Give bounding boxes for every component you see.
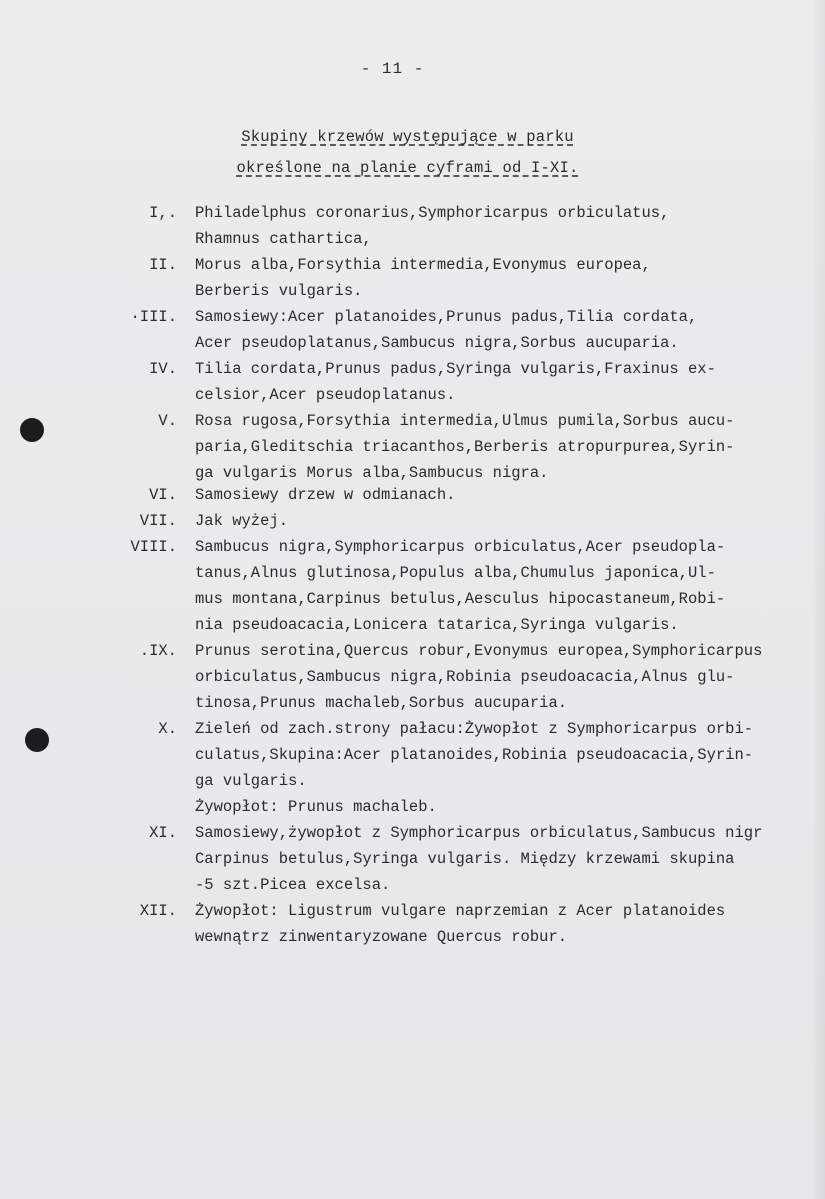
page-number: - 11 -	[360, 60, 425, 78]
entry-text-line: Rosa rugosa,Forsythia intermedia,Ulmus pumila,Sorbus aucu-	[195, 412, 735, 430]
entry-number: XI.	[149, 824, 177, 842]
heading-line-1: Skupiny krzewów występujące w parku	[241, 128, 574, 146]
entry-text-line: wewnątrz zinwentaryzowane Quercus robur.	[195, 928, 568, 946]
entry-text-line: Zieleń od zach.strony pałacu:Żywopłot z Symphoricarpus orbi-	[195, 720, 754, 738]
entry-text-line: ga vulgaris.	[195, 772, 307, 790]
entry-text-line: Philadelphus coronarius,Symphoricarpus orbiculatus,	[195, 204, 670, 222]
entry-text-line: tinosa,Prunus machaleb,Sorbus aucuparia.	[195, 694, 568, 712]
heading-line-2: określone na planie cyframi od I-XI.	[236, 159, 579, 177]
punch-hole-upper	[20, 418, 44, 442]
entry-text-line: Samosiewy drzew w odmianach.	[195, 486, 456, 504]
entry-text-line: Żywopłot: Prunus machaleb.	[195, 798, 437, 816]
entry-number: ·III.	[130, 308, 177, 326]
entry-text-line: Morus alba,Forsythia intermedia,Evonymus europea,	[195, 256, 651, 274]
entry-number: .IX.	[139, 642, 177, 660]
punch-hole-lower	[25, 728, 49, 752]
entry-text-line: Berberis vulgaris.	[195, 282, 363, 300]
entry-number: VIII.	[130, 538, 177, 556]
entry-text-line: Sambucus nigra,Symphoricarpus orbiculatus,Acer pseudopla-	[195, 538, 726, 556]
entry-number: X.	[158, 720, 177, 738]
entry-text-line: Prunus serotina,Quercus robur,Evonymus europea,Symphoricarpus	[195, 642, 763, 660]
entry-text-line: tanus,Alnus glutinosa,Populus alba,Chumulus japonica,Ul-	[195, 564, 716, 582]
entry-text-line: Tilia cordata,Prunus padus,Syringa vulgaris,Fraxinus ex-	[195, 360, 716, 378]
entry-number: VII.	[139, 512, 177, 530]
entry-text-line: Jak wyżej.	[195, 512, 289, 530]
page-edge-shadow	[811, 0, 825, 1199]
entry-text-line: Żywopłot: Ligustrum vulgare naprzemian z Acer platanoides	[195, 902, 726, 920]
entry-text-line: Acer pseudoplatanus,Sambucus nigra,Sorbus aucuparia.	[195, 334, 679, 352]
entry-text-line: celsior,Acer pseudoplatanus.	[195, 386, 456, 404]
entry-text-line: orbiculatus,Sambucus nigra,Robinia pseudoacacia,Alnus glu-	[195, 668, 735, 686]
entry-number: II.	[149, 256, 177, 274]
entry-text-line: Carpinus betulus,Syringa vulgaris. Między krzewami skupina	[195, 850, 735, 868]
entry-text-line: culatus,Skupina:Acer platanoides,Robinia pseudoacacia,Syrin-	[195, 746, 754, 764]
entry-number: VI.	[149, 486, 177, 504]
entry-text-line: Samosiewy,żywopłot z Symphoricarpus orbiculatus,Sambucus nigr	[195, 824, 763, 842]
entry-text-line: nia pseudoacacia,Lonicera tatarica,Syringa vulgaris.	[195, 616, 679, 634]
entry-text-line: ga vulgaris Morus alba,Sambucus nigra.	[195, 464, 549, 482]
entry-number: IV.	[149, 360, 177, 378]
entry-text-line: mus montana,Carpinus betulus,Aesculus hipocastaneum,Robi-	[195, 590, 726, 608]
entry-text-line: Samosiewy:Acer platanoides,Prunus padus,Tilia cordata,	[195, 308, 698, 326]
entry-text-line: paria,Gleditschia triacanthos,Berberis atropurpurea,Syrin-	[195, 438, 735, 456]
entry-text-line: -5 szt.Picea excelsa.	[195, 876, 391, 894]
entry-text-line: Rhamnus cathartica,	[195, 230, 372, 248]
entry-number: I,.	[149, 204, 177, 222]
entry-number: V.	[158, 412, 177, 430]
entry-number: XII.	[139, 902, 177, 920]
